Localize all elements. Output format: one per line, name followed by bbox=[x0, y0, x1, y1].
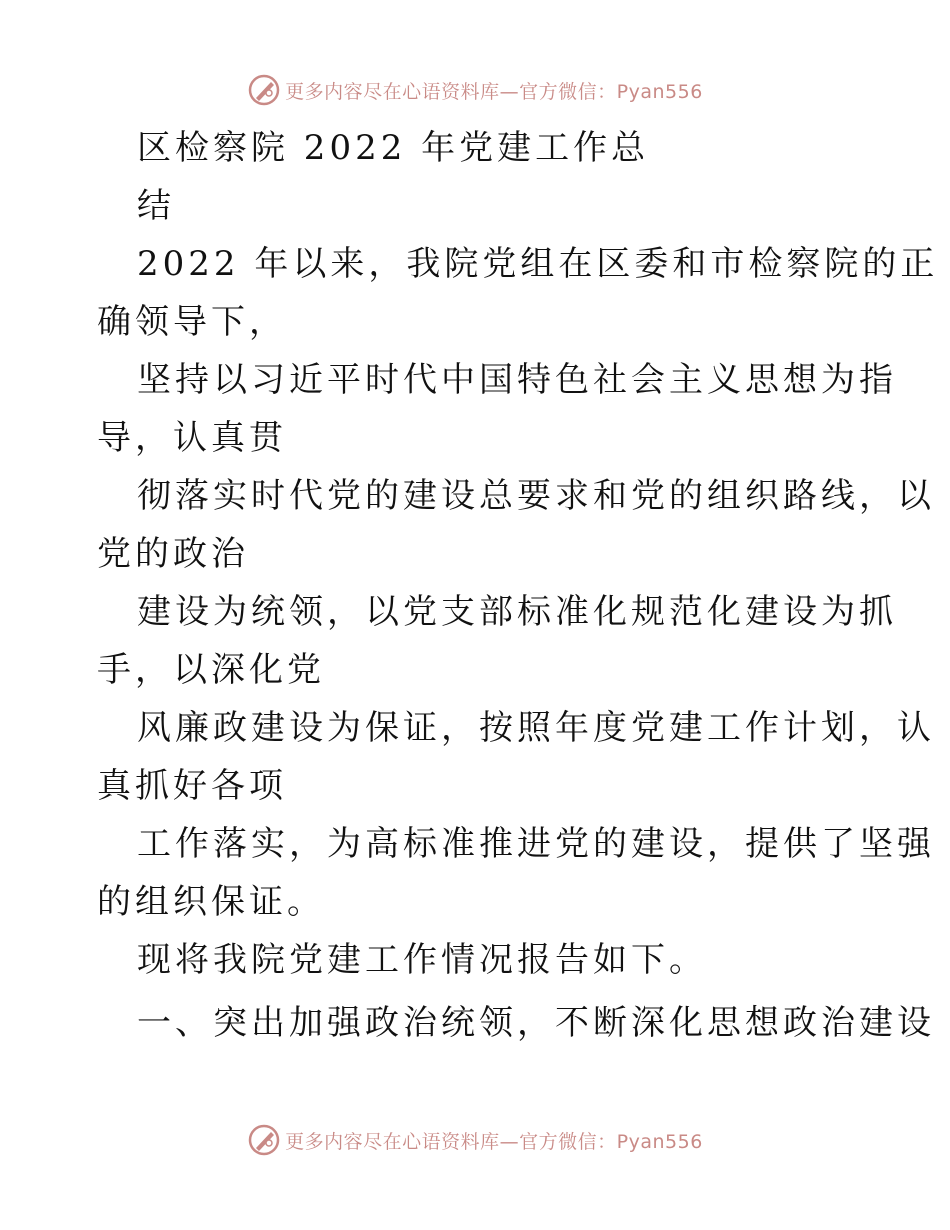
paragraph-line: 彻落实时代党的建设总要求和党的组织路线，以 bbox=[137, 476, 935, 516]
paragraph-line: 建设为统领，以党支部标准化规范化建设为抓 bbox=[137, 592, 897, 632]
paragraph-line: 风廉政建设为保证，按照年度党建工作计划，认 bbox=[137, 708, 935, 748]
paragraph-line: 2022 年以来，我院党组在区委和市检察院的正 bbox=[137, 244, 939, 284]
paragraph-line: 的组织保证。 bbox=[97, 882, 325, 922]
pen-logo-icon bbox=[247, 73, 281, 107]
paragraph-line: 党的政治 bbox=[97, 534, 249, 574]
pen-logo-icon bbox=[247, 1123, 281, 1157]
paragraph-line: 导，认真贯 bbox=[97, 418, 287, 458]
paragraph-line: 确领导下， bbox=[97, 302, 287, 342]
paragraph-line: 真抓好各项 bbox=[97, 766, 287, 806]
header-watermark bbox=[0, 70, 950, 110]
paragraph-line: 现将我院党建工作情况报告如下。 bbox=[137, 940, 707, 980]
document-title-line1: 区检察院 2022 年党建工作总 bbox=[137, 128, 650, 168]
document-title-line2: 结 bbox=[137, 186, 175, 226]
paragraph-line: 手，以深化党 bbox=[97, 650, 325, 690]
header-watermark-text: 更多内容尽在心语资料库—官方微信：Pyan556 bbox=[285, 80, 703, 103]
section-heading: 一、突出加强政治统领，不断深化思想政治建设 bbox=[137, 1003, 935, 1043]
paragraph-line: 坚持以习近平时代中国特色社会主义思想为指 bbox=[137, 360, 897, 400]
footer-watermark-text: 更多内容尽在心语资料库—官方微信：Pyan556 bbox=[285, 1130, 703, 1153]
paragraph-line: 工作落实，为高标准推进党的建设，提供了坚强 bbox=[137, 824, 935, 864]
footer-watermark bbox=[0, 1120, 950, 1160]
